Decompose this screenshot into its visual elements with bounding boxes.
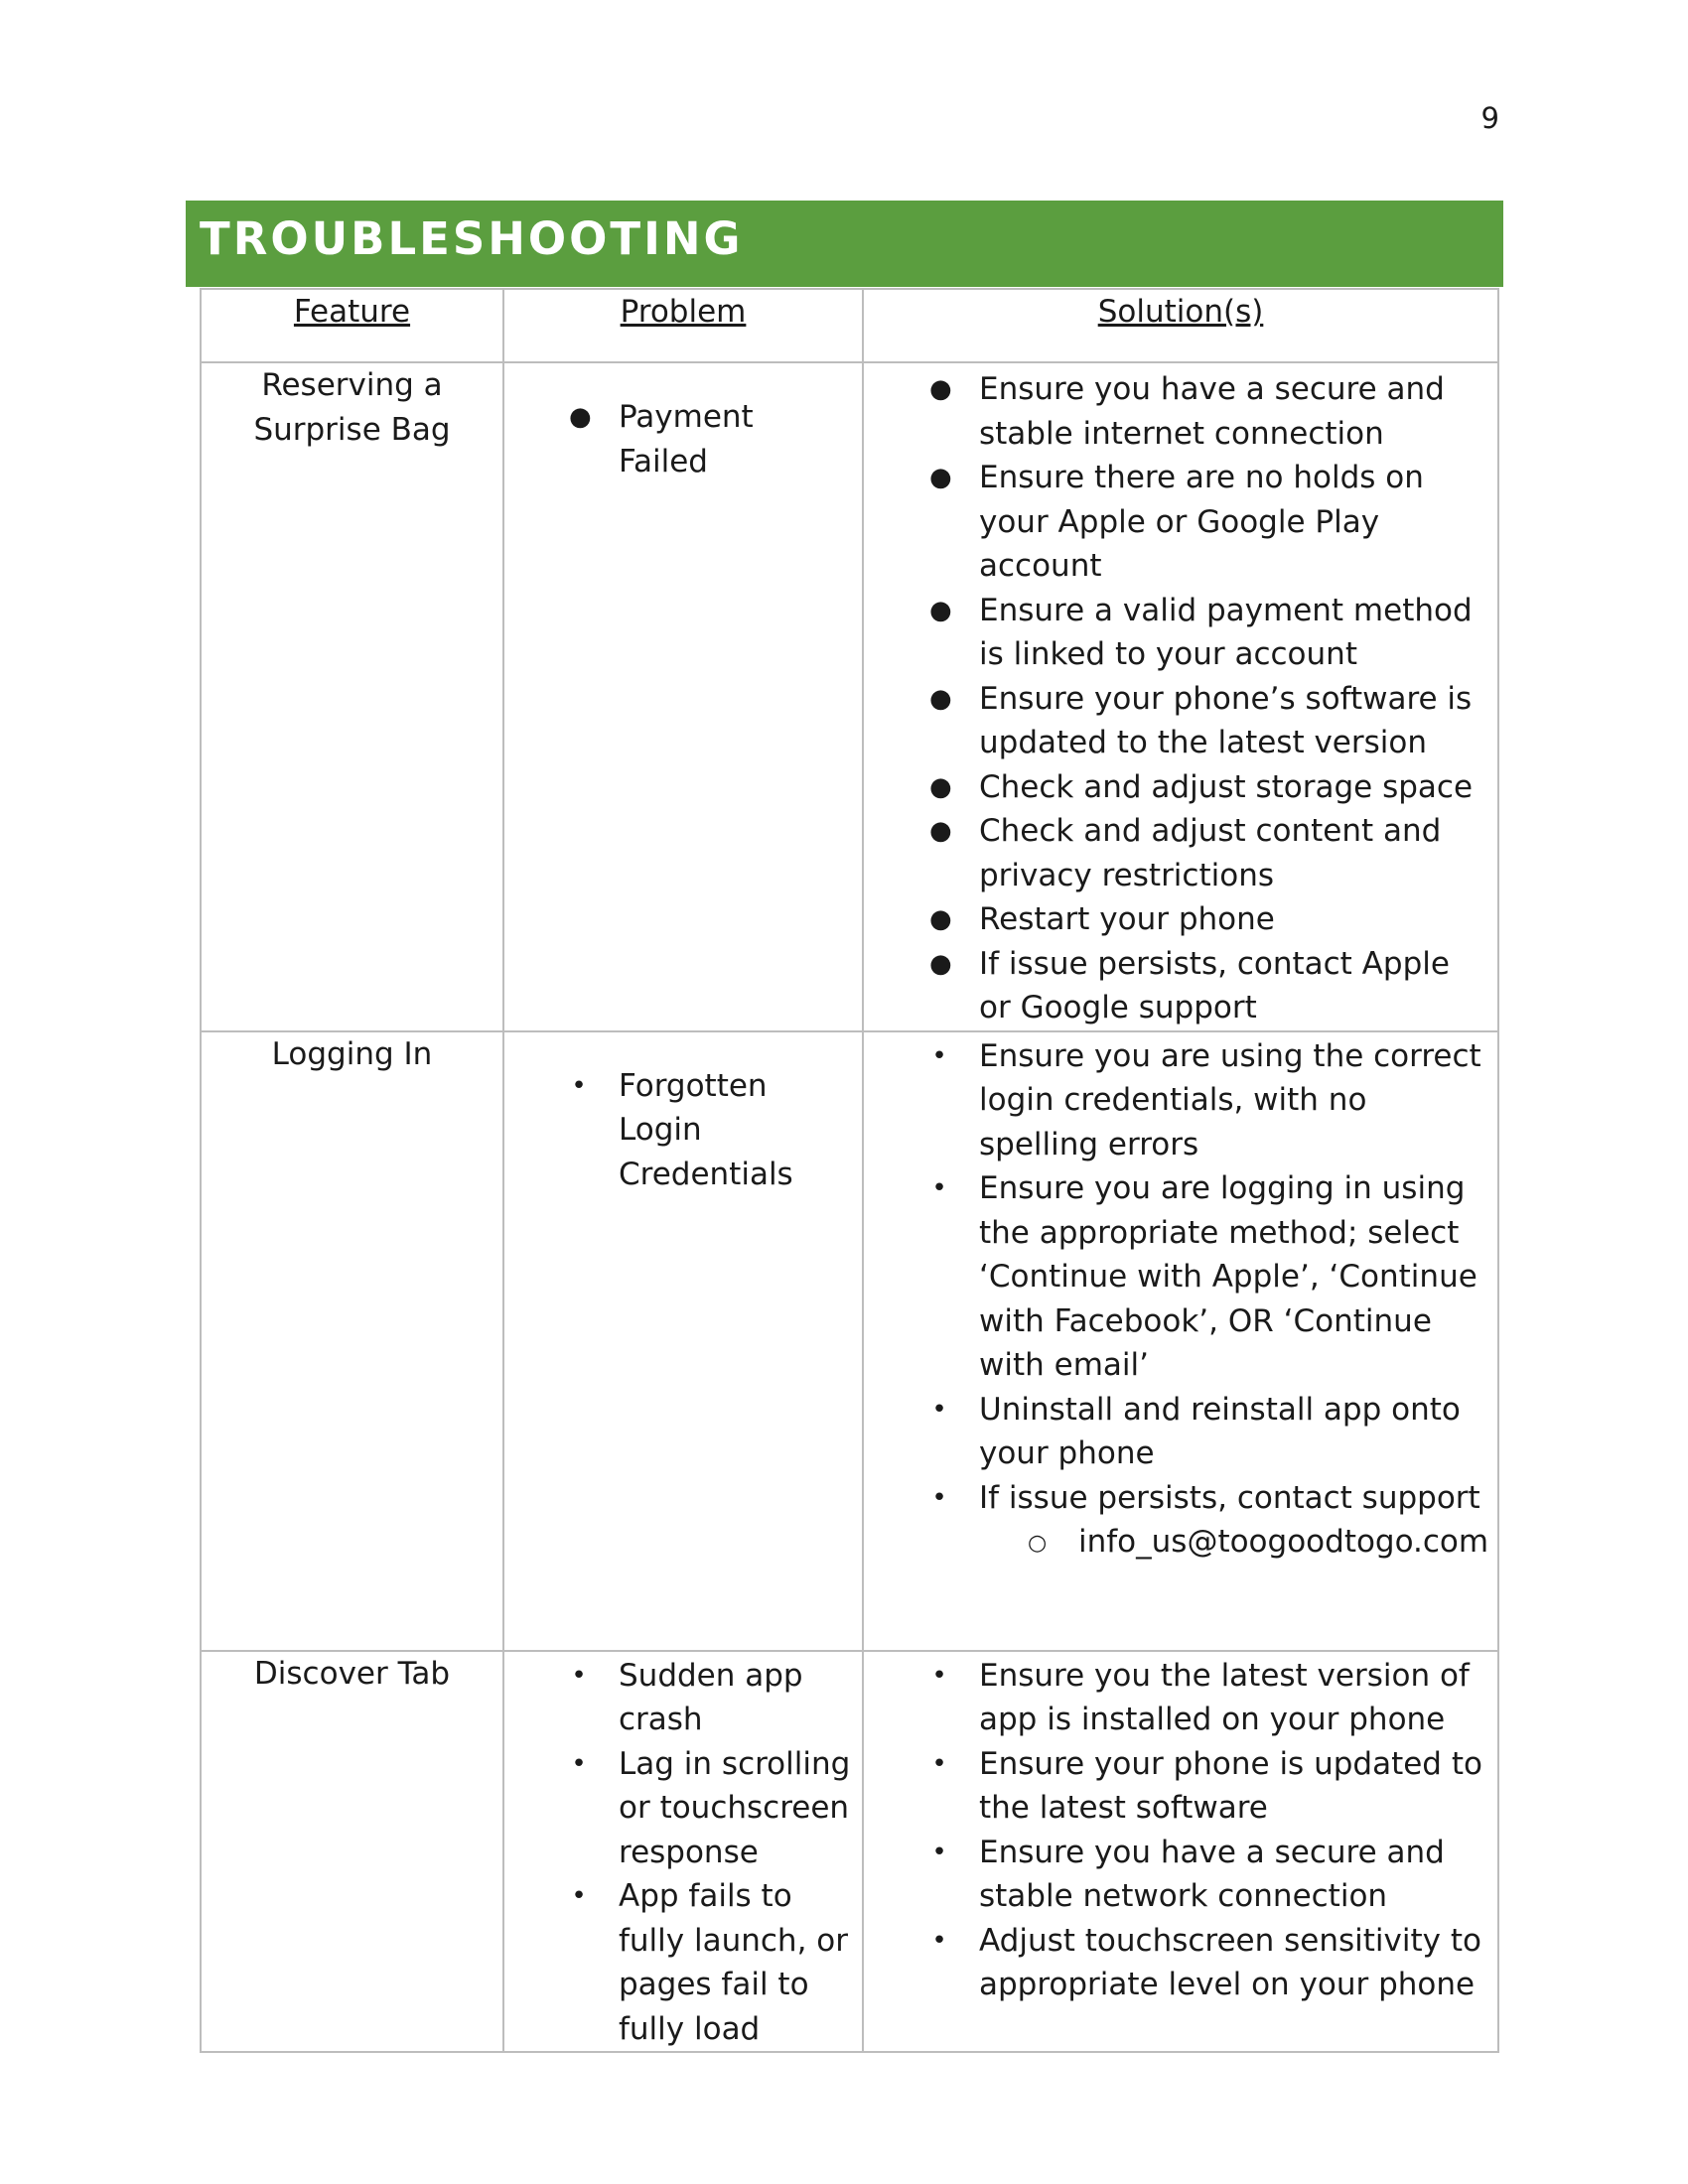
bullet-icon: ●: [929, 771, 952, 802]
troubleshooting-table: [200, 288, 1499, 2053]
list-item: [504, 395, 862, 483]
list-item: [864, 1520, 1487, 1565]
problem-list: [504, 1064, 862, 1197]
solution-text: Ensure a valid payment method is linked to your account: [979, 592, 1473, 672]
header-feature: [201, 289, 503, 362]
solution-text: If issue persists, contact support: [979, 1479, 1480, 1516]
bullet-icon: ●: [929, 948, 952, 979]
solution-text: Ensure you have a secure and stable internet connection: [979, 371, 1445, 452]
solution-list: [864, 1654, 1497, 2007]
bullet-icon: •: [571, 1748, 587, 1779]
sub-list: [979, 1520, 1487, 1565]
list-item: [504, 1654, 862, 1742]
bullet-icon: ●: [569, 402, 592, 432]
problem-text: Lag in scrolling or touchscreen response: [619, 1745, 851, 1870]
list-item: [504, 1874, 862, 2051]
list-item: [864, 589, 1497, 677]
problem-cell: [503, 1031, 863, 1651]
problem-text: Payment Failed: [619, 399, 754, 479]
list-item: [864, 1742, 1497, 1831]
header-solution-label: Solution(s): [1097, 294, 1264, 330]
solution-text: Check and adjust content and privacy restrictions: [979, 813, 1442, 893]
problem-text: Forgotten Login Credentials: [619, 1067, 793, 1192]
list-item: [864, 1034, 1497, 1167]
list-item: [864, 897, 1497, 942]
feature-cell: [201, 1031, 503, 1651]
list-item: [864, 809, 1497, 897]
problem-list: [504, 395, 862, 483]
feature-cell: [201, 362, 503, 1031]
bullet-icon: •: [931, 1925, 947, 1956]
header-solution: [863, 289, 1498, 362]
problem-cell: [503, 362, 863, 1031]
circle-bullet-icon: ○: [1028, 1531, 1048, 1556]
section-heading-bar: [186, 201, 1503, 287]
feature-name: Logging In: [271, 1035, 433, 1072]
solution-text: Restart your phone: [979, 901, 1275, 937]
table-row: [201, 1651, 1498, 2053]
solution-cell: [863, 1031, 1498, 1651]
list-item: [864, 1831, 1497, 1919]
solution-text: Ensure you are using the correct login credentials, with no spelling errors: [979, 1037, 1481, 1162]
list-item: [504, 1742, 862, 1875]
section-title: TROUBLESHOOTING: [200, 212, 744, 265]
bullet-icon: ●: [929, 683, 952, 714]
bullet-icon: •: [931, 1394, 947, 1425]
bullet-icon: •: [931, 1660, 947, 1691]
feature-name: Reserving a Surprise Bag: [253, 367, 451, 448]
list-item: [504, 1064, 862, 1197]
support-email: info_us@toogoodtogo.com: [1078, 1524, 1489, 1560]
header-problem: [503, 289, 863, 362]
problem-list: [504, 1654, 862, 2052]
solution-text: If issue persists, contact Apple or Google support: [979, 945, 1450, 1025]
bullet-icon: ●: [929, 595, 952, 625]
solution-cell: [863, 362, 1498, 1031]
solution-text: Ensure you the latest version of app is installed on your phone: [979, 1657, 1470, 1737]
bullet-icon: ●: [929, 374, 952, 404]
bullet-icon: •: [931, 1748, 947, 1779]
list-item: [864, 677, 1497, 765]
bullet-icon: •: [931, 1040, 947, 1071]
bullet-icon: •: [931, 1837, 947, 1867]
list-item: [864, 942, 1497, 1030]
table-header-row: [201, 289, 1498, 362]
header-problem-label: Problem: [620, 294, 747, 330]
problem-text: App fails to fully launch, or pages fail to fully load: [619, 1878, 849, 2047]
solution-text: Ensure you are logging in using the appropriate method; select ‘Continue with Apple’, ‘Continue with Facebook’, OR ‘Continue with email’: [979, 1170, 1477, 1383]
bullet-icon: •: [931, 1482, 947, 1513]
bullet-icon: •: [571, 1660, 587, 1691]
solution-text: Ensure your phone is updated to the latest software: [979, 1745, 1482, 1826]
solution-text: Ensure there are no holds on your Apple or Google Play account: [979, 460, 1424, 584]
feature-name: Discover Tab: [253, 1655, 451, 1692]
bullet-icon: ●: [929, 463, 952, 492]
list-item: [864, 765, 1497, 810]
table-row: [201, 362, 1498, 1031]
solution-text: Uninstall and reinstall app onto your phone: [979, 1391, 1461, 1471]
solution-list: [864, 367, 1497, 1030]
header-feature-label: Feature: [293, 294, 411, 330]
list-item: [864, 1654, 1497, 1742]
bullet-icon: •: [931, 1173, 947, 1203]
list-item: [864, 367, 1497, 456]
list-item: [864, 1476, 1497, 1565]
bullet-icon: ●: [929, 816, 952, 846]
table-row: [201, 1031, 1498, 1651]
list-item: [864, 1919, 1497, 2007]
solution-cell: [863, 1651, 1498, 2053]
feature-cell: [201, 1651, 503, 2053]
bullet-icon: •: [571, 1881, 587, 1911]
solution-text: Ensure you have a secure and stable network connection: [979, 1834, 1445, 1914]
list-item: [864, 456, 1497, 589]
solution-text: Adjust touchscreen sensitivity to appropriate level on your phone: [979, 1922, 1481, 2002]
solution-text: Check and adjust storage space: [979, 768, 1474, 805]
problem-text: Sudden app crash: [619, 1657, 803, 1737]
list-item: [864, 1388, 1497, 1476]
solution-list: [864, 1034, 1497, 1565]
problem-cell: [503, 1651, 863, 2053]
solution-text: Ensure your phone’s software is updated to the latest version: [979, 680, 1473, 760]
bullet-icon: •: [571, 1070, 587, 1101]
list-item: [864, 1166, 1497, 1388]
bullet-icon: ●: [929, 904, 952, 934]
page-number: 9: [1480, 101, 1499, 135]
